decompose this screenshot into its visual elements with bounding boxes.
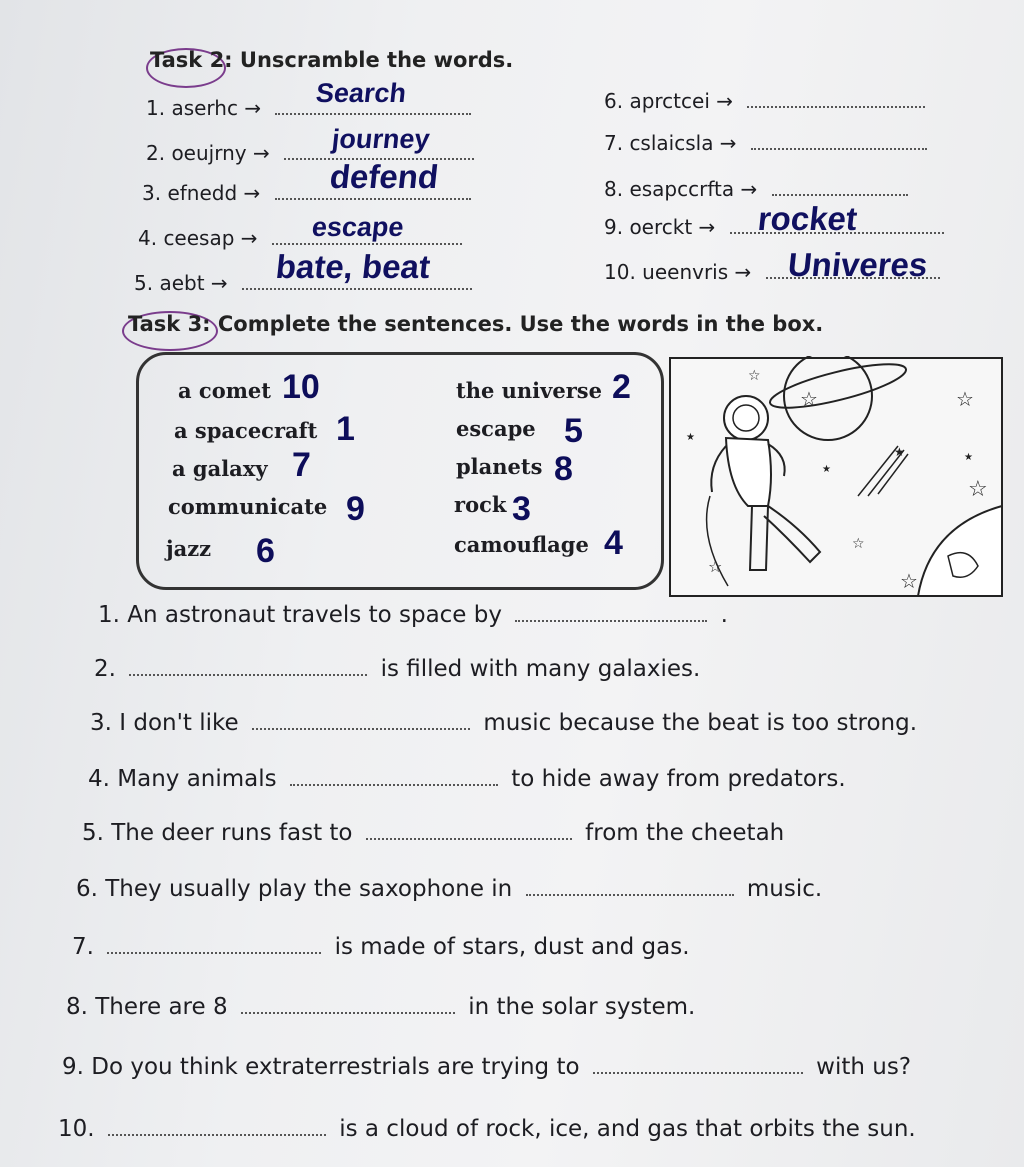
item-label: 7. cslaicsla → [604,131,737,155]
sentence-start: 9. Do you think extraterrestrials are trying to [62,1054,580,1080]
svg-text:☆: ☆ [968,477,988,502]
box-word: escape [456,416,536,441]
sentence-start: 2. [94,656,116,682]
sentence-end: with us? [816,1054,912,1080]
svg-text:★: ★ [686,432,695,443]
box-word: jazz [166,536,212,561]
box-word: camouflage [454,532,589,557]
sentence-end: to hide away from predators. [511,766,846,792]
svg-text:☆: ☆ [852,536,865,552]
sentence-6 [76,876,822,902]
answer-line [751,146,927,150]
sentence-start: 8. There are 8 [66,994,228,1020]
svg-text:★: ★ [822,464,831,475]
task2-item-7 [604,126,927,157]
astronaut-illustration [668,356,1004,598]
sentence-start: 1. An astronaut travels to space by [98,602,502,628]
task2-item-4 [138,226,462,250]
answer-line [275,196,471,200]
item-label: 2. oeujrny → [146,141,270,165]
item-label: 9. oerckt → [604,215,716,239]
svg-text:☆: ☆ [900,569,918,593]
sentence-end: in the solar system. [468,994,696,1020]
task2-item-6 [604,84,925,115]
box-word: rock [454,492,507,517]
answer-line [747,104,925,108]
sentence-end: music. [746,876,823,902]
sentence-1 [98,602,728,628]
sentence-9 [62,1054,911,1080]
box-word: a comet [178,378,271,403]
svg-text:★: ★ [894,445,905,459]
task2-answer-9: rocket [756,200,860,237]
box-number: 1 [336,410,355,448]
box-number: 7 [292,446,311,484]
svg-text:★: ★ [964,452,973,463]
box-number: 8 [554,450,573,488]
task2-answer-3: defend [328,158,441,195]
blank-line [107,950,321,954]
task3-title: Task 3: Complete the sentences. Use the words in the box. [128,312,824,336]
task2-answer-4: escape [310,212,406,242]
item-label: 3. efnedd → [142,181,261,205]
sentence-end: is a cloud of rock, ice, and gas that orbits the sun. [339,1116,916,1142]
task2-answer-5: bate, beat [274,248,433,285]
blank-line [515,618,707,622]
blank-line [593,1070,803,1074]
svg-text:☆: ☆ [800,387,818,411]
box-number: 2 [612,368,631,406]
sentence-end: from the cheetah [585,820,785,846]
task2-answer-1: Search [314,78,408,108]
task2-answer-2: journey [330,124,432,154]
sentence-end: . [720,602,728,628]
sentence-start: 10. [58,1116,95,1142]
sentence-4 [88,766,846,792]
sentence-end: is made of stars, dust and gas. [334,934,690,960]
item-label: 4. ceesap → [138,226,258,250]
svg-text:☆: ☆ [748,368,761,384]
sentence-10 [58,1116,916,1142]
answer-line [772,192,908,196]
blank-line [129,672,367,676]
item-label: 5. aebt → [134,271,228,295]
sentence-end: is filled with many galaxies. [380,656,701,682]
box-number: 10 [282,368,320,406]
box-word: communicate [168,494,328,519]
blank-line [526,892,734,896]
sentence-start: 7. [72,934,94,960]
blank-line [108,1132,326,1136]
task2-answer-10: Univeres [786,246,930,283]
sentence-2 [94,656,700,682]
box-number: 4 [604,524,623,562]
item-label: 8. esapccrfta → [604,177,758,201]
item-label: 1. aserhc → [146,96,262,120]
sentence-7 [72,934,690,960]
box-number: 3 [512,490,531,528]
sentence-8 [66,994,695,1020]
blank-line [366,836,572,840]
sentence-end: music because the beat is too strong. [483,710,918,736]
sentence-3 [90,710,917,736]
sentence-start: 5. The deer runs fast to [82,820,353,846]
box-number: 5 [564,412,583,450]
box-word: the universe [456,378,602,403]
task2-item-8 [604,172,908,203]
item-label: 10. ueenvris → [604,260,752,284]
svg-text:☆: ☆ [956,387,974,411]
sentence-5 [82,820,784,846]
box-word: a galaxy [172,456,268,481]
box-number: 9 [346,490,365,528]
sentence-start: 3. I don't like [90,710,239,736]
task2-title: Task 2: Unscramble the words. [150,48,514,72]
sentence-start: 4. Many animals [88,766,277,792]
answer-line [242,286,472,290]
box-word: planets [456,454,543,479]
box-number: 6 [256,532,275,570]
answer-line [275,111,471,115]
task2-item-1 [146,96,471,120]
blank-line [252,726,470,730]
svg-text:☆: ☆ [708,557,723,576]
blank-line [290,782,498,786]
item-label: 6. aprctcei → [604,89,733,113]
sentence-start: 6. They usually play the saxophone in [76,876,513,902]
blank-line [241,1010,455,1014]
box-word: a spacecraft [174,418,318,443]
